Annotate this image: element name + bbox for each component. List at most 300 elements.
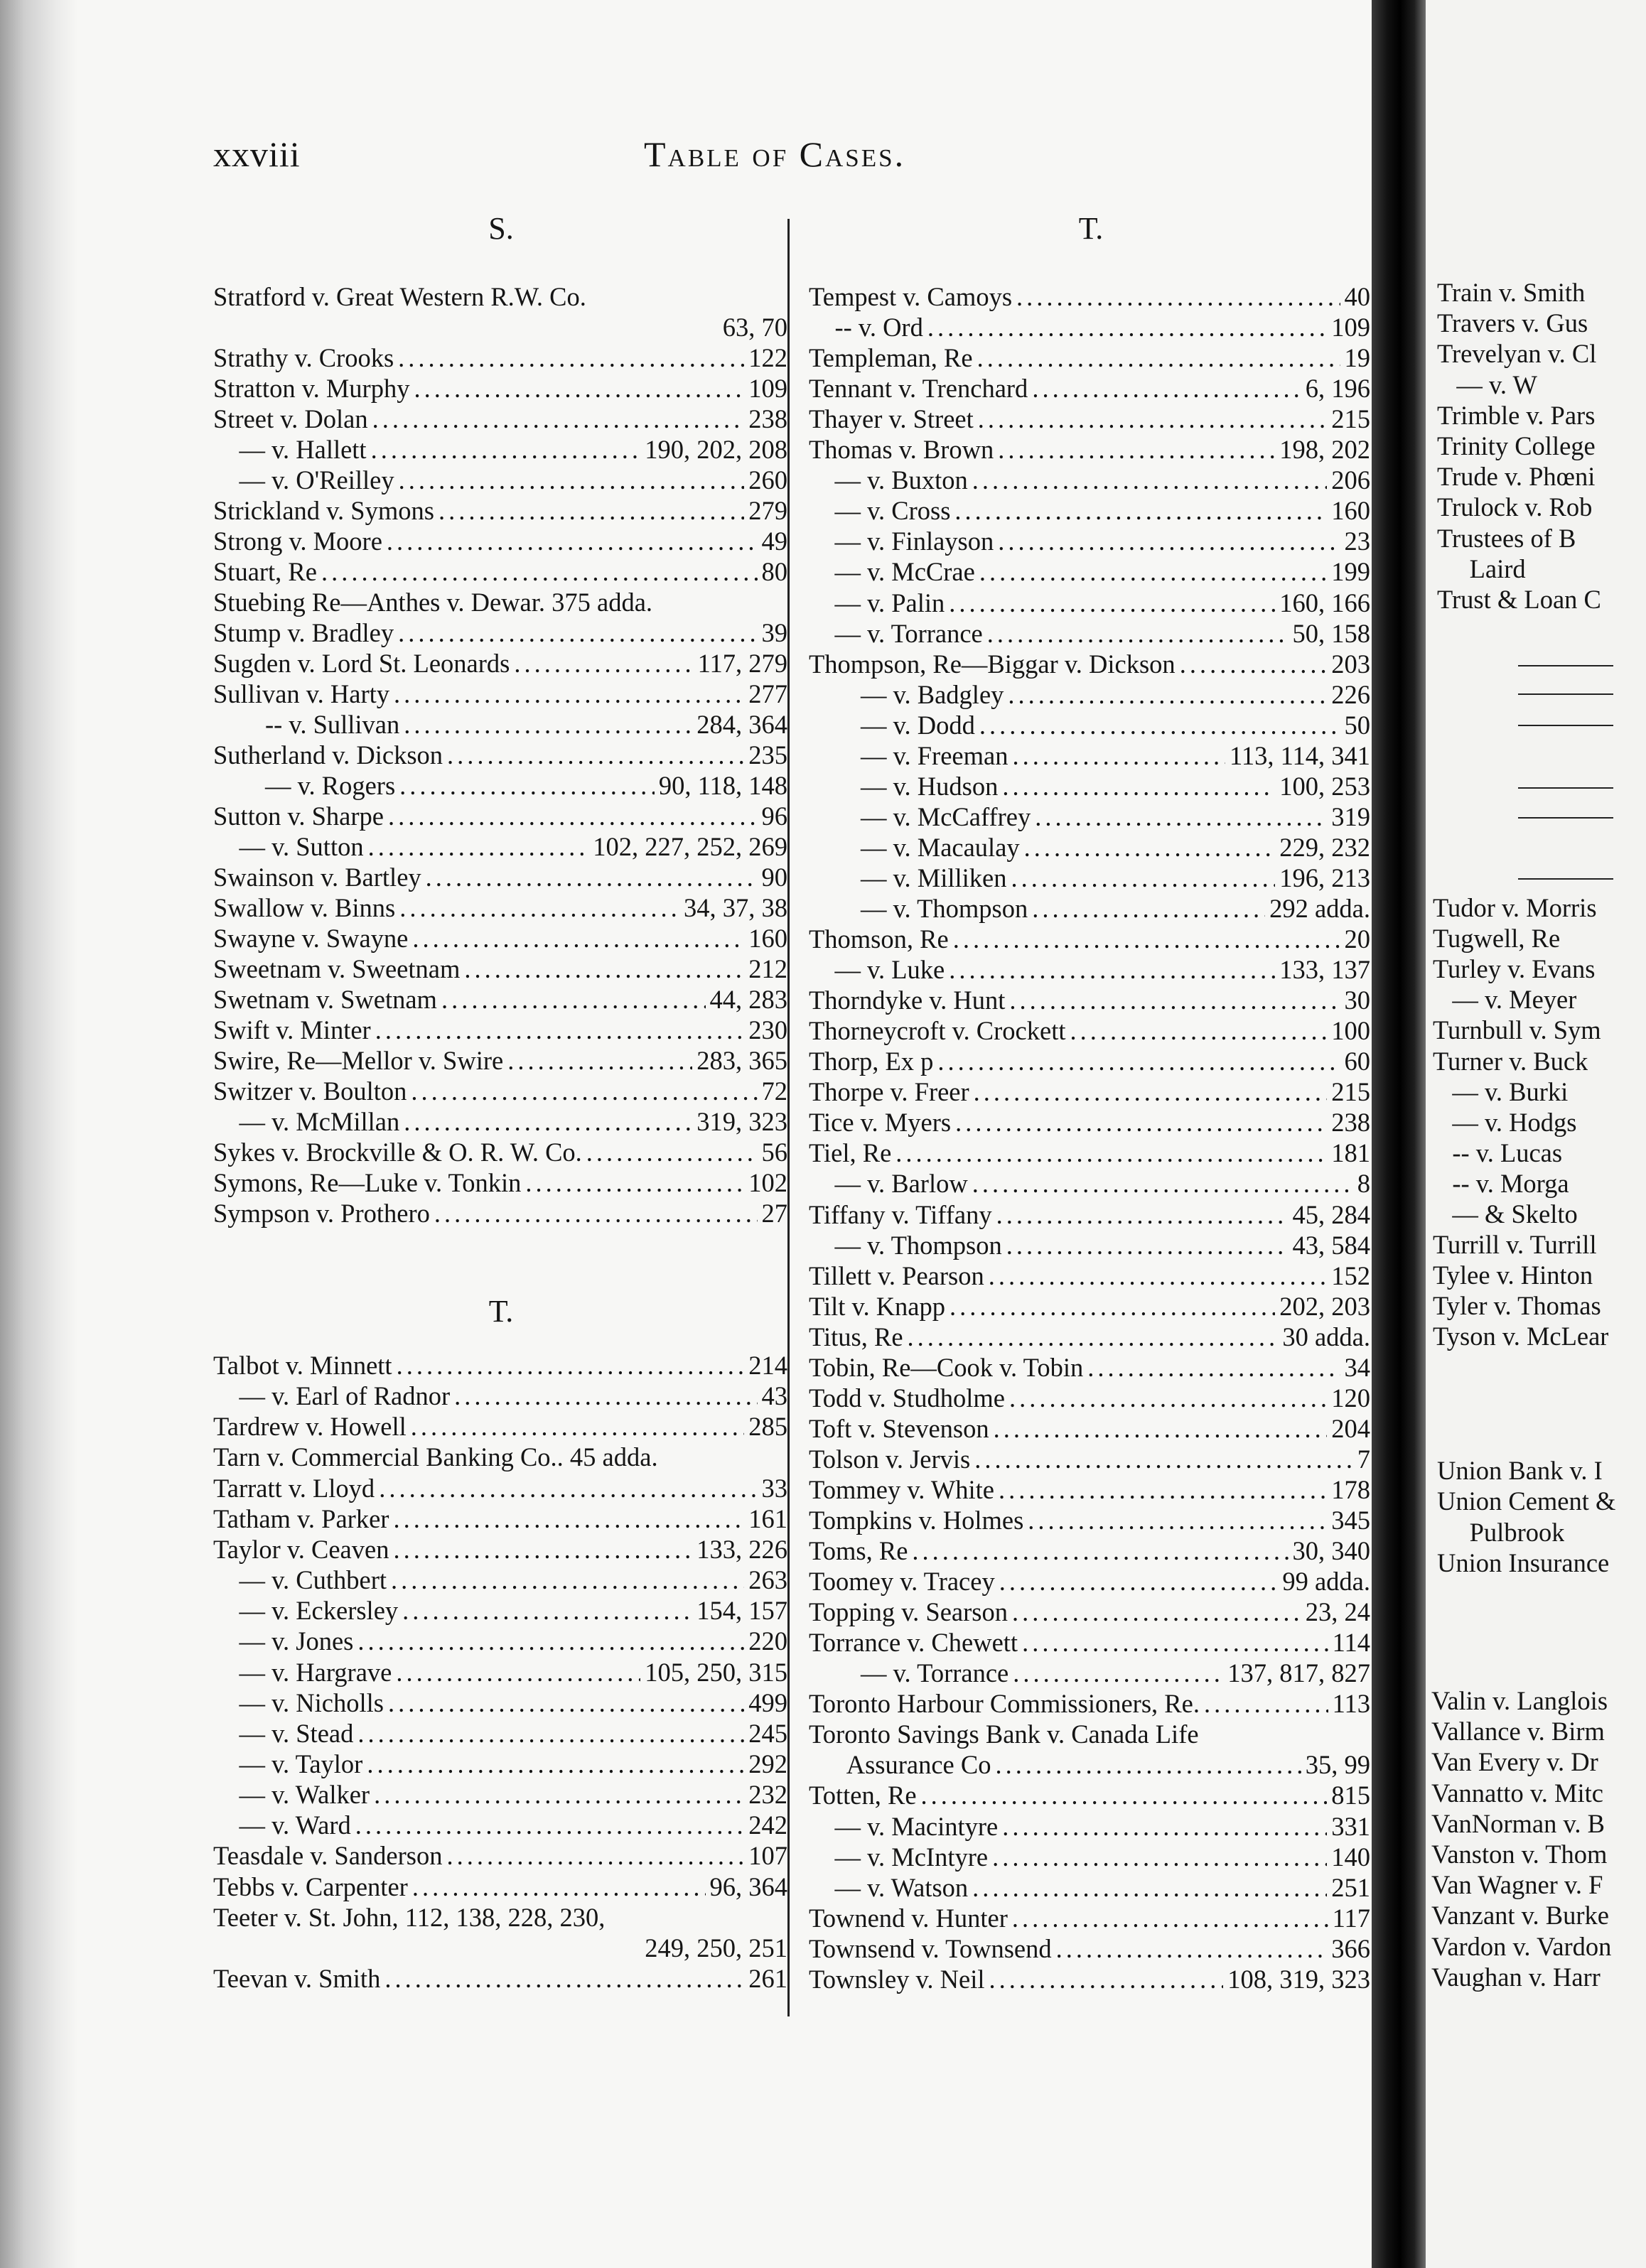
dot-leader [399, 892, 679, 923]
case-name: Taylor v. Ceaven [213, 1534, 389, 1564]
adjacent-case-entry: Trimble v. Pars [1437, 400, 1596, 430]
case-entry: Toronto Savings Bank v. Canada Life [809, 1719, 1199, 1749]
case-entry [809, 1444, 1370, 1474]
case-pages: 366 [1331, 1933, 1370, 1963]
case-pages: 220 [748, 1626, 787, 1656]
case-entry [809, 1535, 1370, 1566]
case-entry [809, 740, 1370, 771]
case-pages: 43 [761, 1381, 787, 1411]
case-entry [213, 1381, 787, 1411]
case-name: Sullivan v. Harty [213, 679, 390, 708]
case-entry [809, 1903, 1370, 1933]
dot-leader [398, 342, 744, 373]
case-pages: 117, 279 [697, 649, 787, 678]
case-name: — v. McMillan [213, 1107, 400, 1136]
case-pages: 45, 284 [1292, 1199, 1370, 1229]
case-pages: 263 [748, 1565, 787, 1595]
case-pages: 226 [1331, 679, 1370, 709]
dot-leader [446, 1840, 744, 1871]
case-entry [809, 1046, 1370, 1076]
case-name: — v. Barlow [809, 1169, 968, 1199]
dot-leader [412, 1872, 706, 1902]
adjacent-case-entry: Valin v. Langlois [1431, 1686, 1608, 1715]
case-pages: 109 [748, 374, 787, 403]
case-pages: 19 [1344, 343, 1370, 373]
case-pages: 96, 364 [709, 1872, 787, 1901]
case-name: Tommey v. White [809, 1474, 995, 1504]
case-entry [809, 649, 1370, 679]
case-entry [213, 862, 787, 892]
case-name: Sympson v. Prothero [213, 1199, 430, 1228]
dot-leader [1012, 740, 1225, 771]
case-name: Thompson, Re—Biggar v. Dickson [809, 649, 1176, 679]
case-entry: Stratford v. Great Western R.W. Co. [213, 282, 586, 311]
case-name: Tice v. Myers [809, 1108, 952, 1138]
case-entry [213, 709, 787, 740]
case-pages: 260 [748, 465, 787, 495]
dot-leader [949, 954, 1275, 985]
dot-leader [995, 1749, 1301, 1780]
case-pages: 102, 227, 252, 269 [593, 832, 787, 861]
case-pages: 20 [1344, 924, 1370, 954]
case-pages: 34 [1344, 1352, 1370, 1382]
dot-leader [978, 404, 1328, 434]
case-entry [809, 1322, 1370, 1352]
dot-leader [1002, 771, 1275, 801]
dot-leader [999, 1474, 1327, 1505]
case-entry: Stuebing Re—Anthes v. Dewar. 375 adda. [213, 588, 653, 617]
adjacent-case-entry: Vanzant v. Burke [1431, 1901, 1610, 1930]
case-entry [213, 923, 787, 954]
case-name: Tempest v. Camoys [809, 282, 1013, 311]
adjacent-case-entry: Laird [1437, 554, 1526, 583]
case-name: — v. Taylor [213, 1749, 363, 1778]
case-pages: 284, 364 [696, 710, 787, 739]
dot-leader [1028, 1505, 1327, 1535]
case-name: Tillett v. Pearson [809, 1260, 984, 1290]
case-name: Torrance v. Chewett [809, 1628, 1018, 1658]
case-name: Switzer v. Boulton [213, 1076, 407, 1106]
adjacent-case-entry: Turrill v. Turrill [1433, 1230, 1597, 1260]
adjacent-list-d [1431, 1685, 1646, 1998]
case-name: — v. Sutton [213, 832, 364, 861]
case-name: — v. Thompson [809, 894, 1028, 923]
case-entry [213, 1688, 787, 1718]
dot-leader [908, 1322, 1279, 1352]
case-name: Stump v. Bradley [213, 618, 394, 647]
case-entry [213, 1718, 787, 1749]
adjacent-case-entry: — v. Hodgs [1433, 1107, 1577, 1137]
case-entry [809, 1627, 1370, 1658]
case-name: Sutherland v. Dickson [213, 740, 443, 770]
case-entry [213, 770, 787, 801]
case-pages: 23 [1344, 526, 1370, 556]
case-pages: 102 [748, 1168, 787, 1197]
case-pages: 178 [1331, 1474, 1370, 1504]
case-entry [809, 342, 1370, 373]
case-entry [809, 771, 1370, 801]
case-name: Thorndyke v. Hunt [809, 986, 1006, 1015]
adjacent-case-entry: Vardon v. Vardon [1431, 1931, 1612, 1961]
dot-leader [357, 1626, 744, 1656]
dot-leader [1012, 1597, 1301, 1627]
case-entry [809, 1138, 1370, 1168]
case-entry [213, 1749, 787, 1779]
case-pages: 212 [748, 954, 787, 983]
case-pages: 242 [748, 1810, 787, 1840]
case-name: Swainson v. Bartley [213, 863, 421, 892]
case-name: Tolson v. Jervis [809, 1444, 971, 1474]
case-name: — v. Luke [809, 955, 945, 985]
case-pages: 199 [1331, 557, 1370, 587]
case-pages: 277 [748, 679, 787, 708]
case-entry [213, 1626, 787, 1656]
case-pages: 161 [748, 1503, 787, 1533]
case-pages: 90, 118, 148 [658, 771, 787, 800]
adjacent-case-entry: VanNorman v. B [1431, 1808, 1605, 1838]
case-entry [213, 1779, 787, 1810]
adjacent-case-entry: Van Every v. Dr [1431, 1747, 1598, 1777]
dot-leader [439, 495, 744, 526]
case-name: Swetnam v. Swetnam [213, 985, 437, 1014]
dot-leader [464, 954, 744, 984]
case-pages: 133, 226 [696, 1534, 787, 1564]
adjacent-case-entry: Tyler v. Thomas [1433, 1291, 1601, 1321]
case-entry [809, 1260, 1370, 1291]
case-pages: 206 [1331, 465, 1370, 495]
case-name: Thorpe v. Freer [809, 1077, 969, 1107]
case-name: Toomey v. Tracey [809, 1567, 995, 1597]
case-entry [213, 1595, 787, 1626]
case-pages: 198, 202 [1279, 435, 1370, 465]
adjacent-case-entry: -- v. Morga [1433, 1168, 1569, 1198]
case-entry [809, 1842, 1370, 1872]
dot-leader [368, 831, 589, 862]
case-name: — v. Torrance [809, 1658, 1009, 1688]
case-entry [809, 1230, 1370, 1260]
case-name: Swire, Re—Mellor v. Swire [213, 1046, 504, 1075]
adjacent-case-entry: Vaughan v. Harr [1431, 1962, 1601, 1992]
case-pages: 56 [761, 1138, 787, 1167]
dot-leader [1011, 863, 1275, 893]
dot-leader [374, 1779, 744, 1810]
case-entry [213, 831, 787, 862]
dot-leader [974, 1076, 1328, 1107]
case-pages: 232 [748, 1780, 787, 1810]
case-entry [213, 342, 787, 373]
case-pages: 499 [748, 1688, 787, 1717]
dot-leader [989, 1260, 1328, 1291]
case-pages: 109 [1331, 313, 1370, 342]
case-entry [809, 710, 1370, 740]
case-entry [213, 1810, 787, 1840]
case-pages: 33 [761, 1473, 787, 1503]
dot-leader [1009, 985, 1340, 1015]
adjacent-case-entry: Tugwell, Re [1433, 924, 1561, 954]
case-name: Townsley v. Neil [809, 1964, 985, 1994]
dot-leader [426, 862, 758, 892]
dot-leader [393, 1534, 692, 1565]
dot-leader [972, 1872, 1327, 1903]
case-pages: 283, 365 [696, 1046, 787, 1075]
case-name: Tatham v. Parker [213, 1503, 389, 1533]
case-entry [809, 1597, 1370, 1627]
case-pages: 99 adda. [1282, 1567, 1370, 1597]
case-pages: 23, 24 [1305, 1597, 1370, 1627]
case-entry [809, 1352, 1370, 1383]
case-pages: 30 adda. [1282, 1322, 1370, 1351]
adjacent-case-entry: -- v. Lucas [1433, 1138, 1563, 1167]
case-name: — v. Eckersley [213, 1596, 399, 1626]
adjacent-case-entry: Vannatto v. Mitc [1431, 1778, 1603, 1808]
dot-leader [1032, 373, 1301, 404]
case-pages: 292 adda. [1269, 894, 1370, 923]
dot-leader [357, 1718, 744, 1749]
case-entry [809, 281, 1370, 312]
dot-leader [391, 1565, 744, 1595]
case-name: Swayne v. Swayne [213, 924, 409, 953]
case-name: Assurance Co [809, 1750, 991, 1780]
case-name: — v. Earl of Radnor [213, 1381, 451, 1411]
adjacent-case-entry: Travers v. Gus [1437, 308, 1588, 338]
case-name: Tennant v. Trenchard [809, 374, 1028, 404]
dot-leader [586, 1137, 758, 1167]
case-name: — v. Freeman [809, 740, 1008, 770]
case-name: Totten, Re [809, 1781, 917, 1810]
adjacent-case-entry: Trinity College [1437, 431, 1596, 460]
case-name: — v. Badgley [809, 679, 1004, 709]
case-pages: 140 [1331, 1842, 1370, 1872]
case-pages: 214 [748, 1351, 787, 1380]
case-pages: 50, 158 [1292, 618, 1370, 648]
dot-leader [525, 1167, 744, 1198]
adjacent-case-entry: Tudor v. Morris [1433, 893, 1597, 922]
case-name: — v. Cuthbert [213, 1565, 387, 1595]
case-name: Tobin, Re—Cook v. Tobin [809, 1352, 1084, 1382]
case-pages: 60 [1344, 1047, 1370, 1076]
case-pages: 30 [1344, 986, 1370, 1015]
dot-leader [937, 1046, 1340, 1076]
case-name: Sugden v. Lord St. Leonards [213, 649, 510, 678]
case-name: — v. Walker [213, 1780, 370, 1810]
case-list-t-left [213, 1350, 787, 2004]
case-entry [809, 1474, 1370, 1505]
case-entry [213, 954, 787, 984]
dot-leader [398, 617, 757, 648]
dot-leader [927, 312, 1327, 342]
adjacent-case-entry: Union Insurance [1437, 1548, 1610, 1577]
page-edge-shadow [0, 0, 78, 2268]
case-pages: 44, 283 [709, 985, 787, 1014]
dot-leader [507, 1045, 692, 1076]
dot-leader [996, 1199, 1289, 1230]
case-name: — v. O'Reilley [213, 465, 394, 495]
case-entry [213, 1076, 787, 1106]
section-heading-t-left: T. [488, 1294, 514, 1329]
case-pages: 235 [748, 740, 787, 770]
case-entry [213, 1198, 787, 1228]
adjacent-case-entry: Trustees of B [1437, 523, 1576, 553]
dot-leader [375, 1015, 745, 1045]
case-name: Swift v. Minter [213, 1015, 371, 1044]
dot-leader [1012, 1903, 1328, 1933]
case-pages: 261 [748, 1964, 787, 1993]
case-pages: 122 [748, 343, 787, 372]
case-pages: 251 [1331, 1872, 1370, 1902]
adjacent-case-entry: — v. Burki [1433, 1076, 1569, 1106]
case-entry [809, 893, 1370, 924]
case-name: Sutton v. Sharpe [213, 801, 384, 831]
page-number: xxviii [213, 134, 301, 174]
adjacent-case-entry: Vanston v. Thom [1431, 1840, 1608, 1869]
column-divider [787, 219, 790, 2016]
dot-leader [372, 404, 745, 434]
case-entry [213, 495, 787, 526]
case-name: Swallow v. Binns [213, 893, 396, 922]
case-name: Talbot v. Minnett [213, 1351, 392, 1380]
case-name: Street v. Dolan [213, 404, 368, 433]
dot-leader [955, 1107, 1327, 1138]
case-name: Toft v. Stevenson [809, 1413, 989, 1443]
case-name: — v. Thompson [809, 1230, 1002, 1260]
adjacent-page [1426, 0, 1646, 2268]
adjacent-case-entry: Trude v. Phœni [1437, 462, 1596, 492]
case-name: Stratton v. Murphy [213, 374, 410, 403]
dot-leader [447, 740, 744, 770]
dot-leader [974, 1444, 1352, 1474]
adjacent-case-entry: Tyson v. McLear [1433, 1322, 1609, 1351]
case-name: — v. McCrae [809, 557, 975, 587]
case-pages: 108, 319, 323 [1227, 1964, 1370, 1994]
case-name: — v. McCaffrey [809, 801, 1031, 831]
case-entry [809, 618, 1370, 649]
case-entry [809, 1383, 1370, 1413]
case-pages: 34, 37, 38 [684, 893, 787, 922]
case-pages: 154, 157 [696, 1596, 787, 1626]
case-pages: 105, 250, 315 [645, 1657, 787, 1687]
dot-leader [954, 495, 1327, 526]
dot-leader [404, 1106, 692, 1137]
case-name: Tiffany v. Tiffany [809, 1199, 992, 1229]
case-name: Thorp, Ex p [809, 1047, 934, 1076]
dot-leader [1056, 1933, 1328, 1964]
case-pages: 202, 203 [1279, 1291, 1370, 1321]
case-entry [809, 588, 1370, 618]
case-name: Tiel, Re [809, 1138, 892, 1168]
dot-leader [387, 526, 758, 556]
case-entry [213, 1534, 787, 1565]
dot-leader [989, 1964, 1224, 1994]
dot-leader [1013, 1658, 1223, 1688]
case-name: Townend v. Hunter [809, 1903, 1008, 1933]
case-name: Tardrew v. Howell [213, 1412, 407, 1442]
case-entry [213, 1473, 787, 1503]
case-pages: 120 [1331, 1383, 1370, 1413]
case-name: Tebbs v. Carpenter [213, 1872, 408, 1901]
case-pages: 8 [1357, 1169, 1370, 1199]
adjacent-case-entry: — v. W [1437, 369, 1537, 399]
case-pages: 152 [1331, 1260, 1370, 1290]
case-entry [213, 1840, 787, 1871]
case-entry [213, 373, 787, 404]
dot-leader [321, 556, 758, 587]
case-name: — v. Dodd [809, 710, 975, 740]
case-pages: 203 [1331, 649, 1370, 679]
dot-leader [1002, 1811, 1327, 1842]
case-entry [213, 1106, 787, 1137]
case-pages: 160 [748, 924, 787, 953]
case-name: Teasdale v. Sanderson [213, 1841, 443, 1871]
case-name: — v. Milliken [809, 863, 1007, 892]
case-name: — v. Rogers [213, 771, 396, 800]
dot-leader [396, 1657, 640, 1688]
case-entry [213, 1411, 787, 1442]
dot-leader [950, 1291, 1275, 1322]
case-name: — v. Palin [809, 588, 945, 617]
case-name: — v. Watson [809, 1872, 969, 1902]
section-heading-t-right: T. [1078, 211, 1104, 246]
dot-leader [412, 923, 744, 954]
case-name: Topping v. Searson [809, 1597, 1008, 1627]
case-pages: 27 [761, 1199, 787, 1228]
case-pages: 345 [1331, 1506, 1370, 1535]
case-name: Thomson, Re [809, 924, 949, 954]
case-pages: 181 [1331, 1138, 1370, 1168]
case-entry [809, 1168, 1370, 1199]
case-pages: 285 [748, 1412, 787, 1442]
case-pages: 160, 166 [1279, 588, 1370, 617]
case-name: Toms, Re [809, 1536, 908, 1566]
case-pages: 230 [748, 1015, 787, 1044]
case-pages: 117 [1332, 1903, 1370, 1933]
case-entry [809, 1933, 1370, 1964]
case-pages: 43, 584 [1292, 1230, 1370, 1260]
dot-leader [434, 1198, 758, 1228]
adjacent-case-entry: Van Wagner v. F [1431, 1870, 1603, 1900]
case-pages: 90 [761, 863, 787, 892]
dash-rule [1518, 878, 1613, 880]
case-name: Thayer v. Street [809, 404, 974, 434]
adjacent-list-a [1437, 277, 1646, 618]
adjacent-case-entry: Trust & Loan C [1437, 585, 1601, 614]
dot-leader [404, 709, 692, 740]
case-entry [809, 1872, 1370, 1903]
case-name: — v. Stead [213, 1718, 354, 1748]
dot-leader [514, 648, 693, 679]
case-pages: 113, 114, 341 [1229, 740, 1370, 770]
case-name: Townsend v. Townsend [809, 1933, 1052, 1963]
adjacent-case-entry: — & Skelto [1433, 1199, 1578, 1228]
case-name: Sweetnam v. Sweetnam [213, 954, 461, 983]
dot-leader [411, 1076, 757, 1106]
dash-rule [1518, 787, 1613, 789]
case-pages: 249, 250, 251 [645, 1933, 787, 1962]
case-pages: 331 [1331, 1811, 1370, 1841]
adjacent-case-entry: Union Cement & [1437, 1486, 1616, 1516]
dot-leader [999, 1566, 1279, 1597]
case-entry [809, 1688, 1370, 1719]
case-name: — v. Hudson [809, 771, 999, 801]
case-name: — v. Buxton [809, 465, 968, 495]
case-entry [809, 465, 1370, 495]
case-name: — v. Nicholls [213, 1688, 384, 1717]
case-pages: 160 [1331, 496, 1370, 526]
case-pages: 35, 99 [1305, 1750, 1370, 1780]
case-entry: Teeter v. St. John, 112, 138, 228, 230, [213, 1902, 606, 1932]
dot-leader [367, 1749, 744, 1779]
dot-leader [1006, 1230, 1289, 1260]
dot-leader [402, 1595, 692, 1626]
